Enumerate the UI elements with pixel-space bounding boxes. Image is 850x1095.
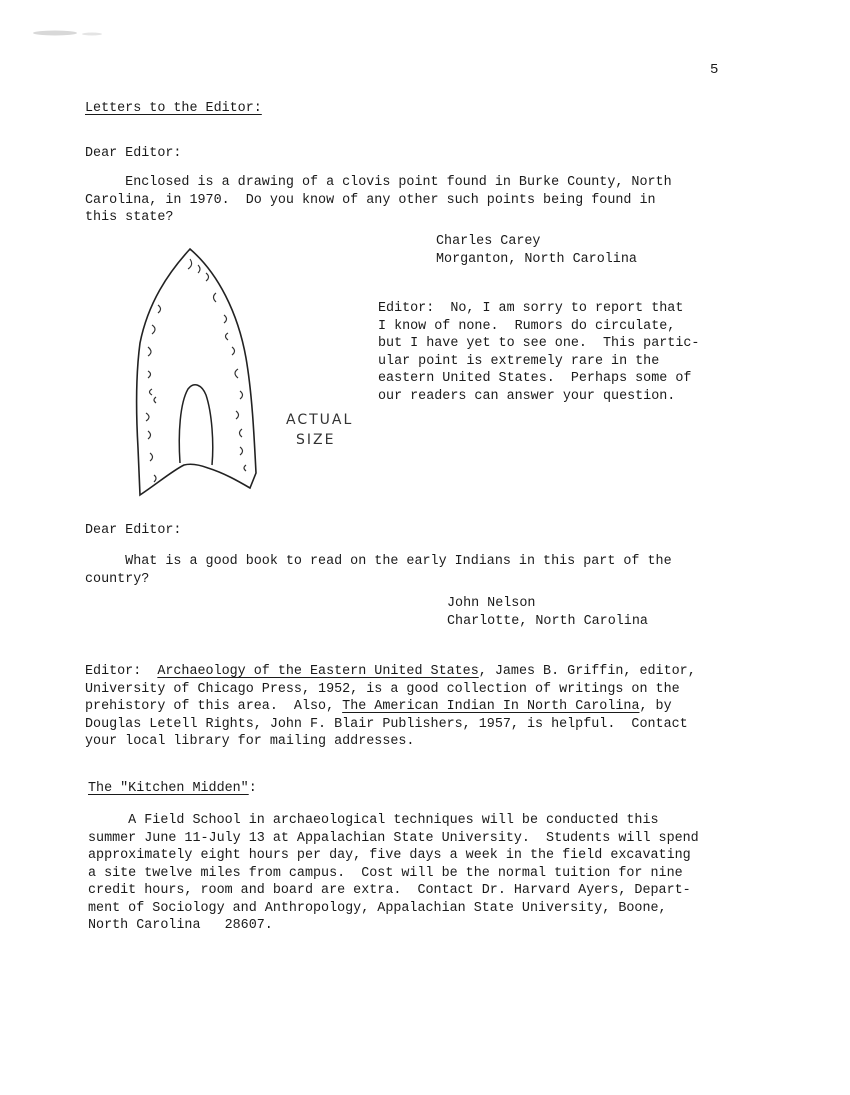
kitchen-midden-heading-colon: : — [248, 781, 257, 796]
letter2-signature-name: John Nelson — [447, 596, 536, 611]
editor-label: Editor: — [85, 664, 158, 679]
kitchen-midden-body-line: A Field School in archaeological techniques will be conducted this — [88, 813, 659, 828]
editor-reply1-line: eastern United States. Perhaps some of — [378, 371, 692, 386]
editor-reply2-line5: your local library for mailing addresses. — [85, 734, 415, 749]
clovis-point-drawing — [128, 243, 278, 503]
letter1-salutation: Dear Editor: — [85, 146, 182, 161]
editor-reply1-line: our readers can answer your question. — [378, 388, 676, 404]
letters-heading: Letters to the Editor: — [85, 101, 262, 116]
letter1-body-line: Carolina, in 1970. Do you know of any other such points being found in — [85, 192, 656, 208]
editor-reply2-text: prehistory of this area. Also, — [85, 699, 343, 714]
editor-reply2-line2: University of Chicago Press, 1952, is a good collection of writings on the — [85, 681, 680, 697]
letter1-body-line: this state? — [85, 210, 174, 225]
kitchen-midden-body-line: North Carolina 28607. — [88, 918, 273, 933]
letter2-signature-place: Charlotte, North Carolina — [447, 613, 648, 629]
kitchen-midden-body-line: approximately eight hours per day, five days a week in the field excavating — [88, 848, 691, 863]
editor-reply2-line4: Douglas Letell Rights, John F. Blair Publishers, 1957, is helpful. Contact — [85, 716, 688, 732]
letter1-signature-name: Charles Carey — [436, 234, 541, 249]
kitchen-midden-body-line: credit hours, room and board are extra. Contact Dr. Harvard Ayers, Depart- — [88, 883, 691, 898]
scan-smudge — [30, 28, 120, 38]
editor-reply2-text: , James B. Griffin, editor, — [478, 664, 696, 679]
editor-reply1-line: but I have yet to see one. This partic- — [378, 336, 700, 351]
book-title-rights: The American Indian In North Carolina — [342, 699, 640, 714]
kitchen-midden-body-line: summer June 11-July 13 at Appalachian State University. Students will spend — [88, 830, 699, 846]
letter2-body-line: country? — [85, 571, 150, 587]
letter1-body-line: Enclosed is a drawing of a clovis point found in Burke County, North — [85, 175, 672, 190]
editor-reply1-line: Editor: No, I am sorry to report that — [378, 301, 684, 316]
kitchen-midden-body-line: a site twelve miles from campus. Cost will be the normal tuition for nine — [88, 865, 683, 881]
kitchen-midden-heading — [88, 780, 257, 798]
editor-reply2-line3 — [85, 698, 672, 716]
drawing-caption-actual: ACTUAL — [286, 412, 354, 428]
letter1-signature-place: Morganton, North Carolina — [436, 251, 637, 267]
book-title-griffin: Archaeology of the Eastern United States — [157, 664, 479, 679]
letter2-body-line: What is a good book to read on the early Indians in this part of the — [85, 554, 672, 569]
page-number: 5 — [710, 62, 719, 78]
kitchen-midden-heading-text: The "Kitchen Midden" — [88, 781, 249, 796]
letter2-salutation: Dear Editor: — [85, 523, 182, 538]
editor-reply2-text: , by — [639, 699, 672, 714]
drawing-caption-size: SIZE — [296, 432, 336, 448]
editor-reply1-line: ular point is extremely rare in the — [378, 353, 660, 369]
editor-reply1-line: I know of none. Rumors do circulate, — [378, 318, 676, 334]
editor-reply2-line1 — [85, 663, 696, 681]
kitchen-midden-body-line: ment of Sociology and Anthropology, Appalachian State University, Boone, — [88, 900, 667, 916]
